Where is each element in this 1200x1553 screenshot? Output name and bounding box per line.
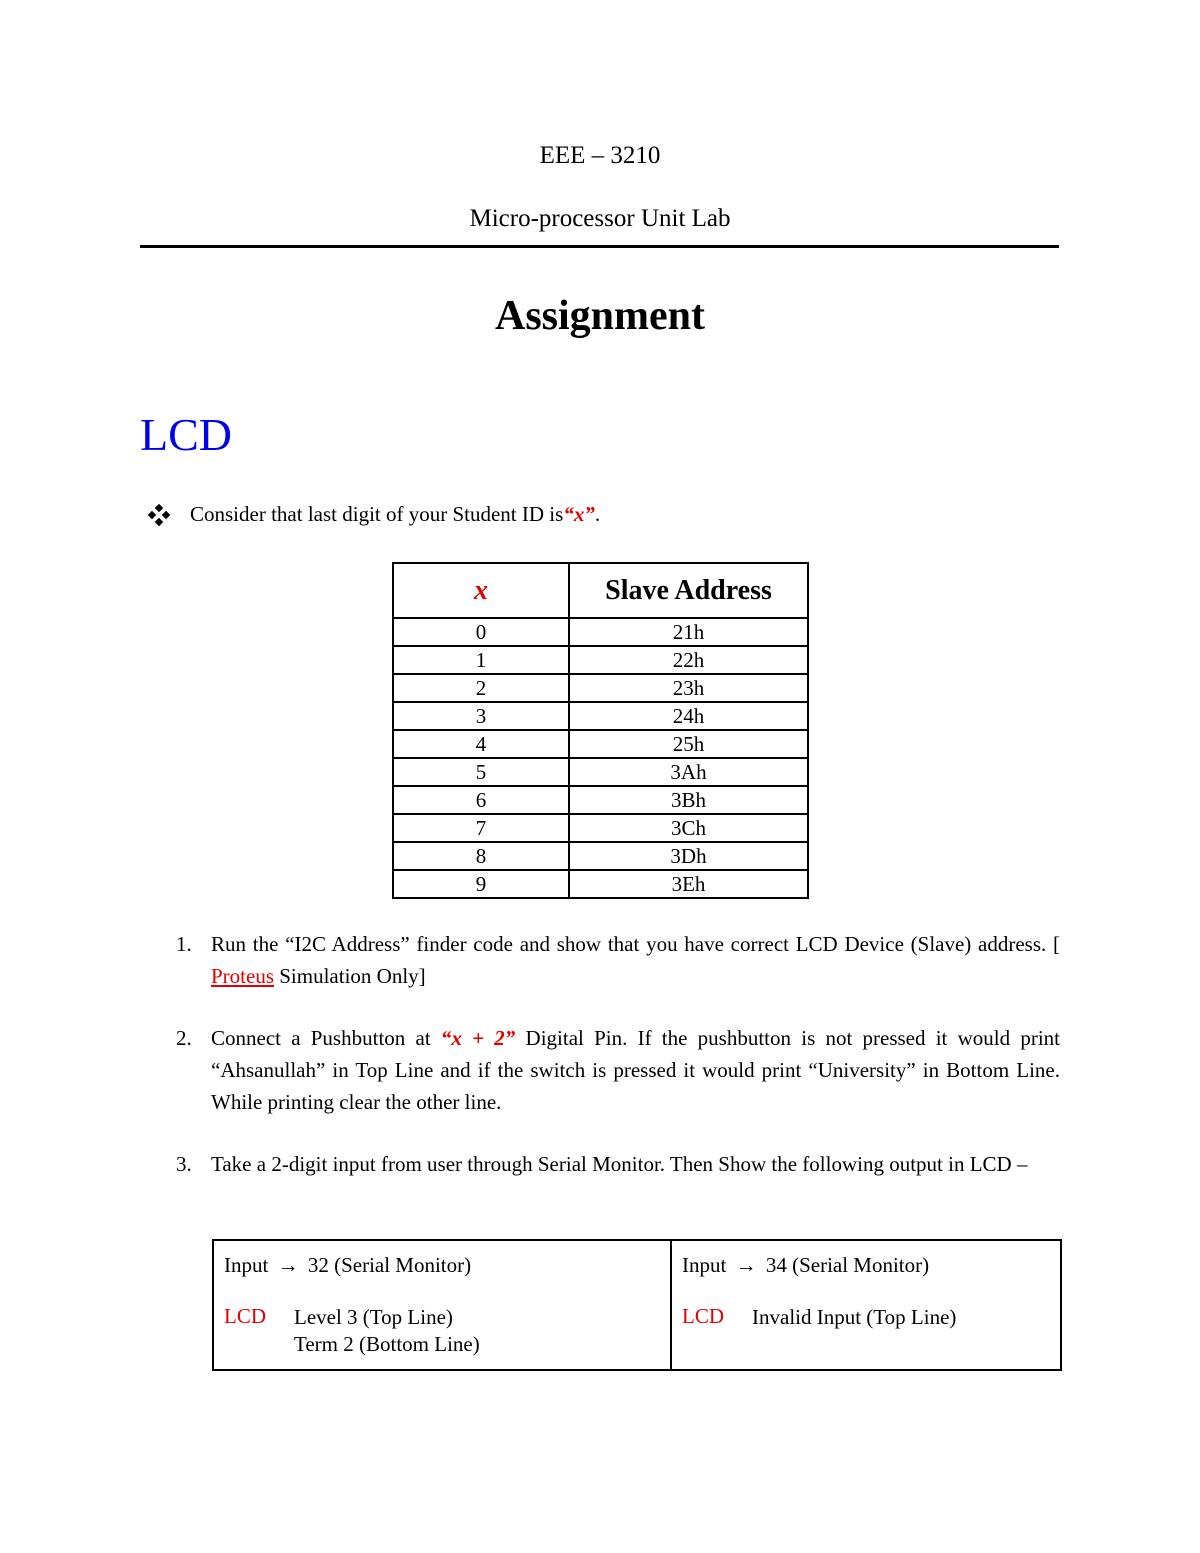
input-line <box>224 1253 660 1278</box>
lcd-line: Level 3 (Top Line) <box>294 1305 453 1329</box>
table-row <box>393 814 808 842</box>
pin-highlight: “x + 2” <box>440 1026 516 1050</box>
header-slave-address: Slave Address <box>569 563 808 618</box>
input-value: 34 (Serial Monitor) <box>765 1253 930 1277</box>
cell-address: 22h <box>569 646 808 674</box>
lcd-lines <box>294 1304 480 1358</box>
course-code: EEE – 3210 <box>539 142 661 169</box>
cell-x: 4 <box>393 730 569 758</box>
proteus-highlight: Proteus <box>211 964 274 988</box>
slave-address-table <box>392 562 809 899</box>
arrow-right-icon: → <box>277 1253 299 1277</box>
cell-address: 24h <box>569 702 808 730</box>
cell-address: 3Eh <box>569 870 808 898</box>
cell-address: 21h <box>569 618 808 646</box>
cell-x: 8 <box>393 842 569 870</box>
table-row <box>393 786 808 814</box>
task-text-part: Run the “I2C Address” finder code and show that you have correct LCD Device (Slave) address. [ <box>211 932 1060 956</box>
table-row <box>393 674 808 702</box>
input-value: 32 (Serial Monitor) <box>307 1253 472 1277</box>
table-row <box>393 702 808 730</box>
lcd-label: LCD <box>224 1304 266 1328</box>
lcd-label: LCD <box>682 1304 724 1328</box>
task-number: 1. <box>176 932 192 956</box>
intro-bullet <box>148 502 600 527</box>
cell-address: 25h <box>569 730 808 758</box>
task-number: 3. <box>176 1152 192 1176</box>
intro-period: . <box>594 502 601 526</box>
task-text <box>211 928 1060 992</box>
cell-x: 3 <box>393 702 569 730</box>
cell-address: 3Ah <box>569 758 808 786</box>
diamond-bullet-icon <box>148 504 170 526</box>
task-text: Take a 2-digit input from user through Serial Monitor. Then Show the following output in LCD – <box>211 1152 1028 1176</box>
header-divider <box>140 245 1059 248</box>
cell-x: 2 <box>393 674 569 702</box>
table-row <box>393 870 808 898</box>
intro-text: Consider that last digit of your Student ID is <box>190 502 564 526</box>
input-label: Input <box>224 1253 269 1277</box>
table-row <box>393 618 808 646</box>
section-heading: LCD <box>140 409 232 460</box>
cell-address: 3Dh <box>569 842 808 870</box>
lcd-output <box>224 1304 660 1358</box>
example-row <box>213 1240 1061 1370</box>
header-x: x <box>393 563 569 618</box>
cell-address: 3Ch <box>569 814 808 842</box>
input-line <box>682 1253 1050 1278</box>
lcd-output <box>682 1304 1050 1331</box>
task-item-1 <box>176 928 1060 992</box>
table-row <box>393 730 808 758</box>
page-title: Assignment <box>494 293 706 339</box>
table-row <box>393 842 808 870</box>
task-item-2 <box>176 1022 1060 1118</box>
lcd-lines <box>752 1304 956 1331</box>
cell-address: 23h <box>569 674 808 702</box>
cell-x: 1 <box>393 646 569 674</box>
task-text-part: Connect a Pushbutton at <box>211 1026 441 1050</box>
task-number: 2. <box>176 1026 192 1050</box>
lcd-line: Invalid Input (Top Line) <box>752 1305 957 1329</box>
task-text-part: Digital Pin. If the pushbutton is not pressed it would print “Ahsanullah” in Top Line and if the switch is pressed it would print “University” in Bottom Line. While printing clear the other line. <box>211 1026 1061 1114</box>
course-name: Micro-processor Unit Lab <box>469 205 731 232</box>
arrow-right-icon: → <box>735 1253 757 1277</box>
intro-variable: “x” <box>563 502 595 526</box>
table-row <box>393 646 808 674</box>
example-cell-2 <box>671 1240 1061 1370</box>
task-item-3 <box>176 1148 1060 1180</box>
task-text-part: Simulation Only] <box>274 964 426 988</box>
cell-x: 7 <box>393 814 569 842</box>
task-text <box>211 1022 1060 1118</box>
table-row <box>393 758 808 786</box>
table-header-row <box>393 563 808 618</box>
lcd-example-table <box>212 1239 1062 1371</box>
cell-x: 5 <box>393 758 569 786</box>
cell-x: 9 <box>393 870 569 898</box>
cell-address: 3Bh <box>569 786 808 814</box>
cell-x: 6 <box>393 786 569 814</box>
cell-x: 0 <box>393 618 569 646</box>
input-label: Input <box>682 1253 727 1277</box>
lcd-line: Term 2 (Bottom Line) <box>294 1332 480 1356</box>
example-cell-1 <box>213 1240 671 1370</box>
